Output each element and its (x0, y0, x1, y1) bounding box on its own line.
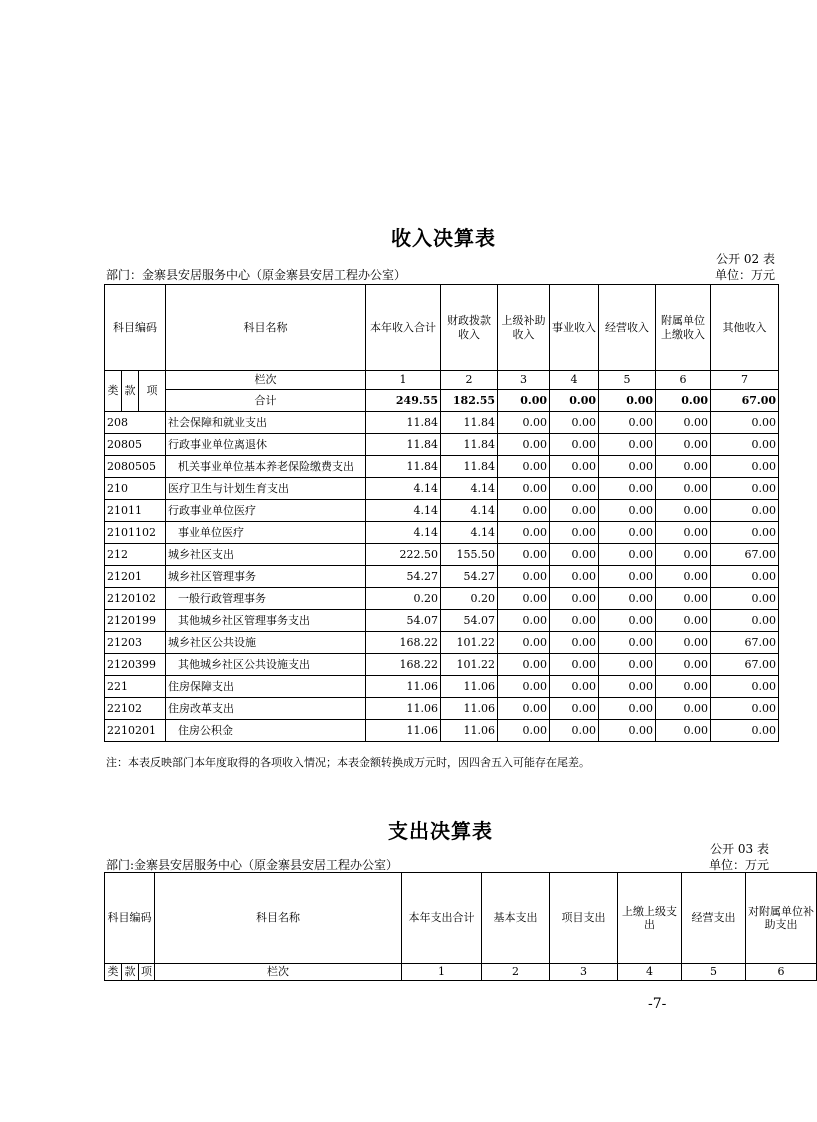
row-value: 11.06 (366, 720, 441, 742)
row-value: 0.00 (498, 412, 550, 434)
row-name: 机关事业单位基本养老保险缴费支出 (166, 456, 366, 478)
row-name: 城乡社区支出 (166, 544, 366, 566)
row-value: 0.00 (550, 544, 599, 566)
row-value: 101.22 (441, 632, 498, 654)
table-row (105, 654, 779, 676)
row-code: 210 (105, 478, 166, 500)
row-value: 0.00 (550, 588, 599, 610)
row-value: 0.00 (656, 698, 711, 720)
row-name: 其他城乡社区公共设施支出 (166, 654, 366, 676)
row-value: 54.27 (441, 566, 498, 588)
row-value: 0.00 (599, 456, 656, 478)
row-value: 0.00 (550, 522, 599, 544)
row-value: 0.00 (550, 478, 599, 500)
table-row (105, 544, 779, 566)
row-value: 0.00 (656, 522, 711, 544)
row-value: 0.00 (711, 456, 779, 478)
income-table (104, 284, 779, 742)
total-value: 0.00 (498, 390, 550, 412)
row-value: 4.14 (441, 500, 498, 522)
row-value: 168.22 (366, 654, 441, 676)
row-value: 0.00 (599, 478, 656, 500)
row-value: 0.00 (656, 588, 711, 610)
header-lanci: 栏次 (166, 371, 366, 390)
header-col-4: 上缴上级支出 (618, 873, 682, 964)
table2-unit: 单位：万元 (708, 858, 769, 872)
header-col-2: 财政拨款收入 (441, 285, 498, 371)
row-value: 0.00 (599, 434, 656, 456)
table2-code: 公开 03 表 (710, 842, 769, 856)
header-subject-name: 科目名称 (166, 285, 366, 371)
row-value: 0.00 (550, 676, 599, 698)
header-subject-code: 科目编码 (105, 285, 166, 371)
header-col-5: 经营收入 (599, 285, 656, 371)
table-row (105, 478, 779, 500)
header-kuan: 款 (122, 371, 139, 412)
row-code: 2210201 (105, 720, 166, 742)
row-value: 0.00 (711, 478, 779, 500)
row-value: 11.06 (441, 698, 498, 720)
row-value: 11.84 (441, 412, 498, 434)
row-value: 11.84 (441, 456, 498, 478)
total-value: 67.00 (711, 390, 779, 412)
header-col-1: 本年收入合计 (366, 285, 441, 371)
table1-unit: 单位：万元 (714, 268, 775, 282)
row-value: 0.00 (550, 632, 599, 654)
table-row (105, 676, 779, 698)
row-value: 67.00 (711, 632, 779, 654)
row-name: 住房改革支出 (166, 698, 366, 720)
row-value: 0.00 (498, 500, 550, 522)
header-xiang: 项 (139, 371, 166, 412)
row-value: 11.84 (441, 434, 498, 456)
row-value: 0.00 (711, 676, 779, 698)
row-value: 4.14 (366, 522, 441, 544)
row-name: 医疗卫生与计划生育支出 (166, 478, 366, 500)
header-lei: 类 (105, 964, 122, 981)
row-value: 101.22 (441, 654, 498, 676)
table-row (105, 610, 779, 632)
row-value: 4.14 (441, 522, 498, 544)
row-value: 0.00 (656, 720, 711, 742)
total-value: 249.55 (366, 390, 441, 412)
table2-title: 支出决算表 (388, 819, 493, 843)
row-code: 208 (105, 412, 166, 434)
col-number: 3 (550, 964, 618, 981)
row-value: 0.00 (656, 412, 711, 434)
row-value: 11.06 (366, 698, 441, 720)
row-name: 住房公积金 (166, 720, 366, 742)
col-number: 1 (366, 371, 441, 390)
header-col-4: 事业收入 (550, 285, 599, 371)
table-row (105, 698, 779, 720)
row-value: 11.84 (366, 456, 441, 478)
row-value: 0.00 (656, 478, 711, 500)
row-value: 0.00 (498, 610, 550, 632)
row-value: 0.00 (599, 566, 656, 588)
col-number: 6 (656, 371, 711, 390)
header-row (105, 285, 779, 371)
row-value: 11.84 (366, 434, 441, 456)
row-value: 0.00 (711, 522, 779, 544)
table-row (105, 434, 779, 456)
table-row (105, 632, 779, 654)
row-value: 0.00 (711, 610, 779, 632)
row-code: 2120102 (105, 588, 166, 610)
col-number: 3 (498, 371, 550, 390)
row-value: 0.00 (498, 544, 550, 566)
row-value: 54.27 (366, 566, 441, 588)
table-row (105, 500, 779, 522)
col-number: 5 (599, 371, 656, 390)
row-value: 0.00 (656, 676, 711, 698)
header-col-6: 附属单位上缴收入 (656, 285, 711, 371)
col-number: 1 (402, 964, 482, 981)
row-value: 222.50 (366, 544, 441, 566)
row-value: 0.00 (711, 412, 779, 434)
header-col-6: 对附属单位补助支出 (746, 873, 817, 964)
row-value: 0.00 (599, 500, 656, 522)
row-code: 2101102 (105, 522, 166, 544)
row-value: 11.84 (366, 412, 441, 434)
lanci-row (105, 371, 779, 390)
row-name: 事业单位医疗 (166, 522, 366, 544)
row-name: 城乡社区公共设施 (166, 632, 366, 654)
row-name: 其他城乡社区管理事务支出 (166, 610, 366, 632)
row-code: 2120399 (105, 654, 166, 676)
row-code: 212 (105, 544, 166, 566)
row-name: 住房保障支出 (166, 676, 366, 698)
total-value: 0.00 (656, 390, 711, 412)
table1-note: 注：本表反映部门本年度取得的各项收入情况；本表金额转换成万元时，因四舍五入可能存在尾差。 (106, 756, 590, 769)
row-value: 0.00 (656, 434, 711, 456)
row-value: 0.00 (550, 610, 599, 632)
row-value: 0.00 (656, 632, 711, 654)
row-value: 0.00 (550, 500, 599, 522)
row-value: 67.00 (711, 654, 779, 676)
row-value: 4.14 (366, 478, 441, 500)
row-value: 0.00 (599, 632, 656, 654)
total-value: 182.55 (441, 390, 498, 412)
total-row (105, 390, 779, 412)
row-code: 221 (105, 676, 166, 698)
total-label: 合计 (166, 390, 366, 412)
expense-table (104, 872, 817, 981)
header-lanci: 栏次 (155, 964, 402, 981)
table-row (105, 456, 779, 478)
table-row (105, 720, 779, 742)
row-value: 0.00 (711, 698, 779, 720)
table1-dept: 部门：金寨县安居服务中心（原金寨县安居工程办公室） (106, 268, 407, 282)
row-value: 4.14 (441, 478, 498, 500)
row-value: 0.00 (656, 456, 711, 478)
col-number: 2 (482, 964, 550, 981)
row-value: 0.00 (599, 588, 656, 610)
header-lei: 类 (105, 371, 122, 412)
row-value: 0.00 (656, 500, 711, 522)
row-value: 0.00 (599, 698, 656, 720)
row-value: 0.00 (599, 544, 656, 566)
header-col-7: 其他收入 (711, 285, 779, 371)
row-value: 0.00 (550, 566, 599, 588)
header-col-5: 经营支出 (682, 873, 746, 964)
col-number: 4 (618, 964, 682, 981)
table-row (105, 566, 779, 588)
col-number: 5 (682, 964, 746, 981)
row-value: 0.20 (366, 588, 441, 610)
lanci-row (105, 964, 817, 981)
row-value: 0.00 (599, 654, 656, 676)
row-value: 0.00 (498, 720, 550, 742)
row-value: 0.00 (711, 434, 779, 456)
row-value: 0.00 (498, 654, 550, 676)
row-value: 0.00 (550, 698, 599, 720)
row-name: 社会保障和就业支出 (166, 412, 366, 434)
header-xiang: 项 (139, 964, 155, 981)
row-code: 20805 (105, 434, 166, 456)
col-number: 7 (711, 371, 779, 390)
row-value: 0.00 (656, 654, 711, 676)
row-value: 0.20 (441, 588, 498, 610)
row-value: 67.00 (711, 544, 779, 566)
table-row (105, 522, 779, 544)
row-value: 0.00 (599, 610, 656, 632)
row-value: 0.00 (550, 456, 599, 478)
row-code: 21203 (105, 632, 166, 654)
col-number: 4 (550, 371, 599, 390)
row-value: 0.00 (550, 434, 599, 456)
row-value: 0.00 (498, 434, 550, 456)
row-value: 0.00 (498, 456, 550, 478)
row-name: 城乡社区管理事务 (166, 566, 366, 588)
row-value: 0.00 (550, 412, 599, 434)
row-value: 0.00 (498, 566, 550, 588)
table2-dept: 部门:金寨县安居服务中心（原金寨县安居工程办公室） (106, 858, 399, 872)
row-value: 0.00 (711, 500, 779, 522)
row-value: 0.00 (498, 676, 550, 698)
row-value: 4.14 (366, 500, 441, 522)
table-row (105, 588, 779, 610)
row-value: 0.00 (656, 610, 711, 632)
row-code: 21011 (105, 500, 166, 522)
row-code: 21201 (105, 566, 166, 588)
row-value: 11.06 (441, 676, 498, 698)
row-value: 0.00 (599, 720, 656, 742)
row-value: 0.00 (599, 412, 656, 434)
row-value: 54.07 (366, 610, 441, 632)
row-value: 168.22 (366, 632, 441, 654)
row-value: 0.00 (498, 478, 550, 500)
row-value: 0.00 (498, 522, 550, 544)
row-value: 0.00 (498, 632, 550, 654)
row-value: 0.00 (656, 566, 711, 588)
row-name: 行政事业单位离退休 (166, 434, 366, 456)
row-value: 0.00 (711, 566, 779, 588)
header-col-1: 本年支出合计 (402, 873, 482, 964)
row-value: 0.00 (498, 698, 550, 720)
header-col-3: 上级补助收入 (498, 285, 550, 371)
col-number: 6 (746, 964, 817, 981)
row-value: 0.00 (550, 720, 599, 742)
header-row (105, 873, 817, 964)
row-value: 0.00 (711, 720, 779, 742)
header-col-3: 项目支出 (550, 873, 618, 964)
table-row (105, 412, 779, 434)
row-name: 行政事业单位医疗 (166, 500, 366, 522)
row-value: 11.06 (366, 676, 441, 698)
table1-title: 收入决算表 (391, 226, 496, 250)
total-value: 0.00 (599, 390, 656, 412)
table1-code: 公开 02 表 (716, 252, 775, 266)
row-value: 11.06 (441, 720, 498, 742)
row-value: 155.50 (441, 544, 498, 566)
row-value: 0.00 (599, 522, 656, 544)
row-value: 54.07 (441, 610, 498, 632)
row-code: 2120199 (105, 610, 166, 632)
row-code: 22102 (105, 698, 166, 720)
row-value: 0.00 (599, 676, 656, 698)
col-number: 2 (441, 371, 498, 390)
row-name: 一般行政管理事务 (166, 588, 366, 610)
header-kuan: 款 (122, 964, 139, 981)
row-code: 2080505 (105, 456, 166, 478)
page-number: -7- (648, 996, 667, 1012)
header-subject-name: 科目名称 (155, 873, 402, 964)
header-col-2: 基本支出 (482, 873, 550, 964)
total-value: 0.00 (550, 390, 599, 412)
row-value: 0.00 (550, 654, 599, 676)
row-value: 0.00 (711, 588, 779, 610)
row-value: 0.00 (656, 544, 711, 566)
row-value: 0.00 (498, 588, 550, 610)
header-subject-code: 科目编码 (105, 873, 155, 964)
